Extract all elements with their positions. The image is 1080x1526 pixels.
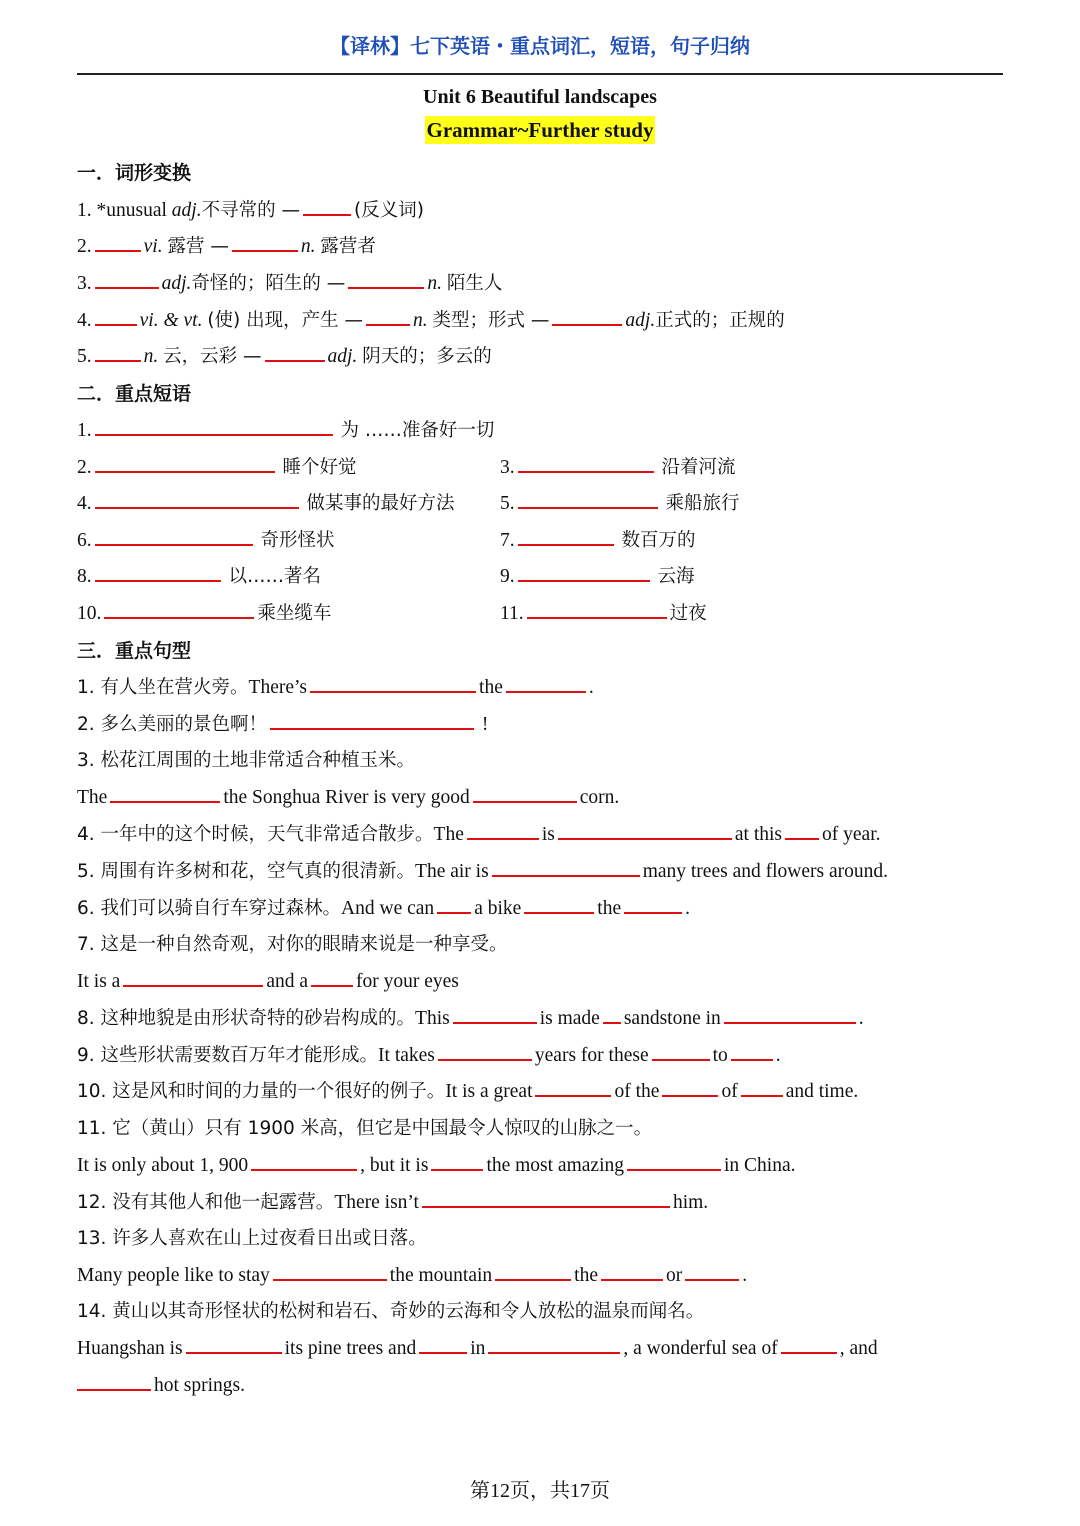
phrase-line: 3. 沿着河流	[500, 453, 736, 479]
sentence-line: 1. 有人坐在营火旁。There’s the .	[77, 673, 594, 699]
sentence-line: 13. 许多人喜欢在山上过夜看日出或日落。	[77, 1228, 427, 1249]
sentence-line: 7. 这是一种自然奇观，对你的眼睛来说是一种享受。	[77, 934, 508, 955]
unit-title: Unit 6 Beautiful landscapes	[423, 86, 657, 108]
sentence-line: 12. 没有其他人和他一起露营。There isn’t him.	[77, 1188, 708, 1214]
sentence-line: It is only about 1, 900 , but it is the most amazing in China.	[77, 1151, 796, 1177]
lesson-title-highlight: Grammar~Further study	[426, 118, 654, 142]
sentence-line: 2. 多么美丽的景色啊！ !	[77, 710, 488, 736]
word-line: 4. vi. & vt. (使) 出现，产生 — n. 类型；形式 — adj.正式的；正规的	[77, 306, 785, 332]
word-line: 3. adj.奇怪的；陌生的 — n. 陌生人	[77, 269, 502, 295]
phrase-line: 6. 奇形怪状	[77, 526, 335, 552]
sentence-line: 9. 这些形状需要数百万年才能形成。It takes years for these to .	[77, 1041, 781, 1067]
sentence-line: 5. 周围有许多树和花，空气真的很清新。The air is many trees and flowers around.	[77, 857, 888, 883]
section-title-1: 一．词形变换	[77, 162, 192, 184]
word-line: 1. *unusual adj.不寻常的 — (反义词)	[77, 196, 424, 222]
phrase-line: 1. 为 ……准备好一切	[77, 416, 494, 442]
header-rule	[77, 73, 1003, 75]
section-title-3: 三．重点句型	[77, 640, 192, 662]
phrase-line: 11. 过夜	[500, 599, 707, 625]
phrase-line: 7. 数百万的	[500, 526, 696, 552]
word-line: 2. vi. 露营 — n. 露营者	[77, 232, 376, 258]
sentence-line: hot springs.	[77, 1371, 245, 1397]
phrase-line: 9. 云海	[500, 562, 695, 588]
sentence-line: Many people like to stay the mountain the or .	[77, 1261, 747, 1287]
phrase-line: 5. 乘船旅行	[500, 489, 740, 515]
lesson-title	[0, 118, 1080, 143]
phrase-line: 2. 睡个好觉	[77, 453, 357, 479]
sentence-line: 4. 一年中的这个时候，天气非常适合散步。The is at this of year.	[77, 820, 881, 846]
sentence-line: Huangshan is its pine trees and in , a wonderful sea of , and	[77, 1334, 878, 1360]
word-line: 5. n. 云，云彩 — adj. 阴天的；多云的	[77, 342, 492, 368]
phrase-line: 4. 做某事的最好方法	[77, 489, 455, 515]
sentence-line: It is a and a for your eyes	[77, 967, 459, 993]
document-header: 【译林】七下英语・重点词汇，短语，句子归纳	[330, 34, 750, 58]
sentence-line: 3. 松花江周围的土地非常适合种植玉米。	[77, 750, 416, 771]
sentence-line: 6. 我们可以骑自行车穿过森林。And we can a bike the .	[77, 894, 690, 920]
section-title-2: 二．重点短语	[77, 383, 192, 405]
sentence-line: 8. 这种地貌是由形状奇特的砂岩构成的。This is made sandstone in .	[77, 1004, 864, 1030]
page-footer: 第12页，共17页	[470, 1480, 610, 1502]
sentence-line: 14. 黄山以其奇形怪状的松树和岩石、奇妙的云海和令人放松的温泉而闻名。	[77, 1301, 705, 1322]
phrase-line: 8. 以……著名	[77, 562, 321, 588]
phrase-line: 10. 乘坐缆车	[77, 599, 331, 625]
sentence-line: 10. 这是风和时间的力量的一个很好的例子。It is a great of the of and time.	[77, 1077, 858, 1103]
sentence-line: The the Songhua River is very good corn.	[77, 783, 619, 809]
sentence-line: 11. 它（黄山）只有 1900 米高，但它是中国最令人惊叹的山脉之一。	[77, 1118, 653, 1139]
